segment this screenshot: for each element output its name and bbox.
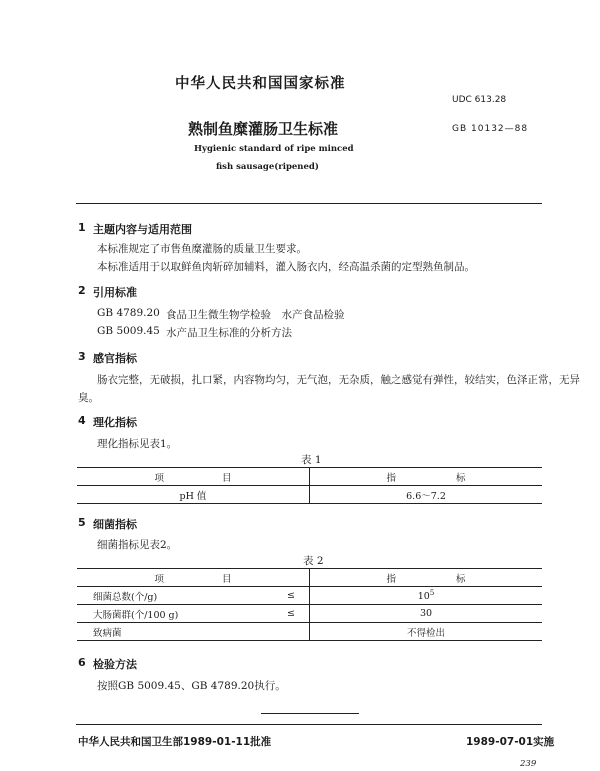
section-4-title: 理化指标 (93, 416, 137, 429)
table-2-header-index-b: 标 (456, 573, 466, 585)
table-2-row-2-item: 大肠菌群(个/100 g) (77, 605, 273, 623)
table-1 (77, 467, 542, 504)
reference-1-text: 食品卫生微生物学检验 水产食品检验 (166, 309, 345, 321)
table-2-header-index-a: 指 (386, 573, 396, 585)
table-1-caption: 表 1 (301, 454, 322, 466)
section-3-paragraph-line-2: 臭。 (78, 392, 99, 404)
section-5-intro: 细菌指标见表2。 (97, 539, 178, 551)
reference-2-text: 水产品卫生标准的分析方法 (166, 327, 292, 339)
section-4-number: 4 (78, 414, 86, 427)
table-row (77, 605, 542, 623)
english-title-line2: fish sausage(ripened) (216, 162, 319, 172)
document-title: 熟制鱼糜灌肠卫生标准 (188, 120, 339, 138)
table-row (77, 623, 542, 641)
table-2-header-index (310, 569, 543, 587)
section-2-title: 引用标准 (93, 286, 137, 299)
section-1-paragraph-2: 本标准适用于以取鲜鱼肉斩碎加辅料，灌入肠衣内，经高温杀菌的定型熟鱼制品。 (97, 261, 475, 273)
header-rule (76, 203, 542, 204)
table-1-header-item-b: 目 (222, 472, 232, 484)
effective-date: 1989-07-01实施 (466, 736, 555, 748)
table-2-header-item-b: 目 (222, 573, 232, 585)
table-1-header-row (77, 468, 542, 486)
table-2-header-item (77, 569, 310, 587)
table-2-row-1-value-exponent: 5 (429, 588, 435, 597)
section-3-paragraph-line-1: 肠衣完整，无破损，扎口紧，内容物均匀，无气泡，无杂质，触之感觉有弹性，较结实，色泽正常，无异 (97, 374, 580, 386)
table-1-header-index-b: 标 (456, 472, 466, 484)
section-5-title: 细菌指标 (93, 518, 137, 531)
table-2-row-2-operator: ≤ (273, 605, 310, 623)
page-number: 239 (520, 759, 537, 769)
section-1-number: 1 (78, 221, 86, 234)
table-1-header-index (310, 468, 543, 486)
section-1-title: 主题内容与适用范围 (93, 223, 192, 236)
table-2-row-1-value (310, 587, 543, 605)
reference-2-code: GB 5009.45 (97, 325, 160, 337)
table-2-header-item-a: 项 (154, 573, 164, 585)
udc-code: UDC 613.28 (452, 95, 507, 105)
section-3-title: 感官指标 (93, 352, 137, 365)
table-1-header-item (77, 468, 310, 486)
section-6-text: 按照GB 5009.45、GB 4789.20执行。 (97, 680, 286, 692)
table-2-row-3-operator (273, 623, 310, 641)
table-2-row-1-value-base: 10 (417, 591, 430, 603)
table-2 (77, 568, 542, 641)
table-row (77, 486, 542, 504)
section-4-intro: 理化指标见表1。 (97, 438, 178, 450)
section-6-title: 检验方法 (93, 658, 137, 671)
section-5-number: 5 (78, 516, 86, 529)
section-6-number: 6 (78, 656, 86, 669)
table-1-row-item: pH 值 (77, 486, 310, 504)
table-1-header-item-a: 项 (154, 472, 164, 484)
standard-number: GB 10132—88 (452, 124, 529, 134)
table-2-caption: 表 2 (303, 555, 324, 567)
table-1-row-value: 6.6～7.2 (310, 486, 543, 504)
footer-rule (76, 724, 542, 725)
table-1-header-index-a: 指 (386, 472, 396, 484)
table-row (77, 587, 542, 605)
end-rule (261, 713, 359, 714)
table-2-row-1-operator: ≤ (273, 587, 310, 605)
org-title: 中华人民共和国国家标准 (175, 76, 346, 92)
section-2-number: 2 (78, 284, 86, 297)
issuer-approval: 中华人民共和国卫生部1989-01-11批准 (78, 736, 272, 748)
section-3-number: 3 (78, 350, 86, 363)
section-1-paragraph-1: 本标准规定了市售鱼糜灌肠的质量卫生要求。 (97, 243, 307, 255)
reference-1-code: GB 4789.20 (97, 307, 160, 319)
table-2-row-1-item: 细菌总数(个/g) (77, 587, 273, 605)
table-2-row-2-value: 30 (310, 605, 543, 623)
table-2-header-row (77, 569, 542, 587)
english-title-line1: Hygienic standard of ripe minced (194, 144, 354, 154)
table-2-row-3-item: 致病菌 (77, 623, 273, 641)
table-2-row-3-value: 不得检出 (310, 623, 543, 641)
